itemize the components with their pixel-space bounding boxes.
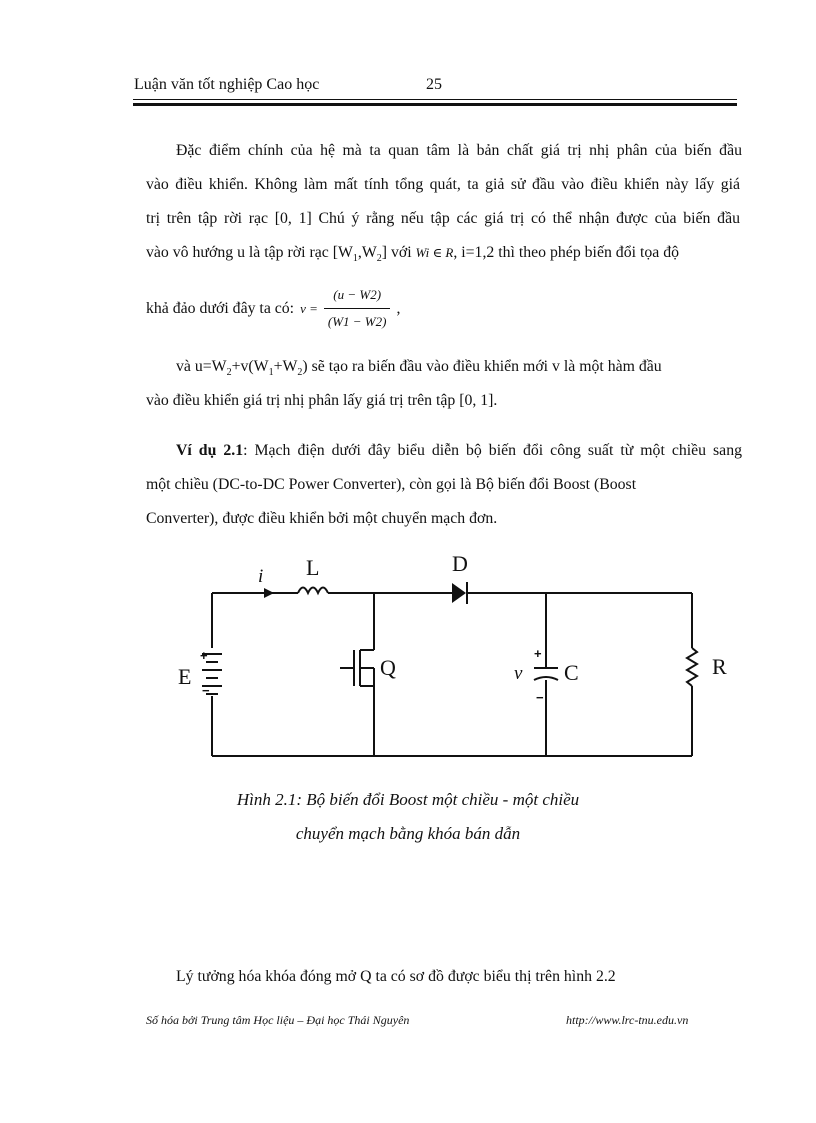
page-number: 25	[426, 76, 442, 93]
formula-fraction	[324, 284, 391, 333]
para2-line2: vào điều khiển giá trị nhị phân lấy giá trị trên tập [0, 1].	[146, 392, 498, 409]
example-line3: Converter), được điều khiển bởi một chuyển mạch đơn.	[146, 510, 498, 527]
figure-caption-line2: chuyển mạch bằng khóa bán dẫn	[295, 824, 521, 843]
footer-source: Số hóa bởi Trung tâm Học liệu – Đại học Thái Nguyên	[146, 1013, 410, 1027]
battery-plus-sign: +	[200, 648, 208, 663]
inductor-label: L	[306, 555, 320, 580]
para1-line5: khả đảo dưới đây ta có: v = $\frac{(u - W2)}{(W1 - W2)}$ ,	[146, 284, 400, 333]
voltage-label: v	[514, 663, 523, 684]
capacitor-minus-sign: −	[536, 690, 544, 705]
running-header: Luận văn tốt nghiệp Cao học	[134, 76, 320, 93]
para1-line4-a: vào vô hướng u là tập rời rạc [W	[146, 244, 353, 261]
formula-lhs: v =	[300, 300, 318, 316]
boost-converter-circuit	[160, 548, 727, 772]
footer-url[interactable]: http://www.lrc-tnu.edu.vn	[566, 1013, 689, 1027]
formula-numerator: (u − W2)	[324, 284, 391, 309]
current-arrow-icon	[264, 588, 274, 598]
capacitor-plus-sign: +	[534, 646, 542, 661]
capacitor-plate-bottom	[534, 677, 558, 680]
para1-line3: trị trên tập rời rạc [0, 1] Chú ý rằng nếu tập các giá trị có thể nhận được của biến đầu	[146, 210, 740, 227]
resistor-symbol	[687, 648, 697, 686]
switch-label: Q	[380, 655, 396, 680]
para2-line1: và $u=W_2+v(W_1+W_2)$ sẽ tạo ra biến đầu vào điều khiển mới v là một hàm đầu	[176, 358, 662, 379]
figure-caption-line1: Hình 2.1: Bộ biến đổi Boost một chiều - một chiều	[236, 790, 580, 809]
capacitor-label: C	[564, 660, 579, 685]
diode-symbol	[452, 583, 466, 603]
current-label: i	[258, 566, 264, 587]
example-line1: Ví dụ 2.1: Mạch điện dưới đây biểu diễn bộ biến đổi công suất từ một chiều sang	[176, 442, 742, 459]
example-line2: một chiều (DC-to-DC Power Converter), còn gọi là Bộ biến đổi Boost (Boost	[146, 476, 637, 493]
resistor-label: R	[712, 654, 727, 679]
para1-line4: vào vô hướng u là tập rời rạc $[W_1,W_2]$ với Wi ∈ R, i=1,2 thì theo phép biến đổi tọa độ	[146, 244, 679, 265]
formula-denominator: (W1 − W2)	[327, 314, 387, 329]
para3-line: Lý tưởng hóa khóa đóng mở Q ta có sơ đồ được biểu thị trên hình 2.2	[176, 968, 616, 985]
inductor-symbol	[298, 588, 328, 594]
header-rule-thin	[133, 99, 737, 100]
source-label: E	[178, 664, 192, 689]
para1-line1: Đặc điểm chính của hệ mà ta quan tâm là bản chất giá trị nhị phân của biến đầu	[176, 142, 742, 159]
header-rule-thick	[133, 103, 737, 106]
battery-minus-sign: −	[202, 683, 210, 698]
para1-line2: vào điều khiển. Không làm mất tính tổng quát, ta giả sử đầu vào điều khiển này lấy giá	[146, 176, 740, 193]
wi-in-r-math: Wi ∈ R	[415, 245, 454, 260]
example-label: Ví dụ 2.1	[176, 442, 244, 459]
diode-label: D	[452, 551, 468, 576]
